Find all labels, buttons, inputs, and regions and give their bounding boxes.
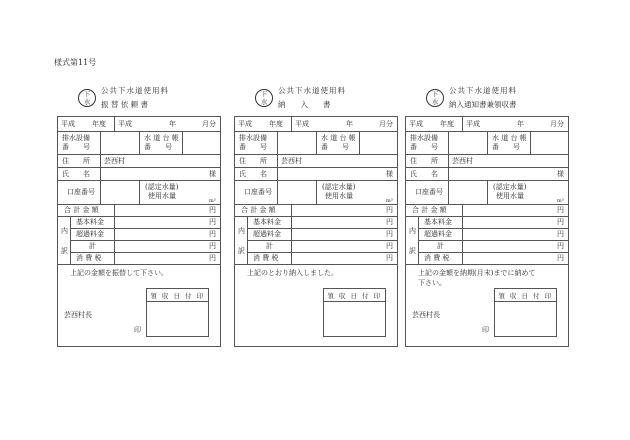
water-ledger-label-2: 番 号 [321,143,349,151]
slip-form-table [234,116,398,347]
consumption-tax-label: 消 費 税 [253,254,279,262]
rule [247,252,397,253]
rule [462,204,463,264]
breakdown-label-top: 内 [238,227,245,235]
yen-total: 円 [557,206,564,214]
notice-text: 上記の金額を振替して下さい。 [70,269,168,277]
rule [418,240,568,241]
rule [418,216,419,264]
cubic-meter-unit: m³ [386,198,393,204]
rule [359,131,360,154]
rule [247,216,248,264]
rule [100,131,101,154]
subtotal-label: 計 [89,242,96,250]
water-ledger-label-2: 番 号 [144,143,172,151]
total-amount-label: 合 計 金 額 [412,206,447,214]
slip-subtitle: 納入通知書兼領収書 [449,100,517,109]
rule [495,301,556,302]
month-portion-label: 月分 [379,120,393,128]
address-label: 住 所 [410,157,438,165]
rule [100,180,101,204]
year-label: 年 [517,120,524,128]
receipt-date-stamp-box [494,288,557,337]
water-ledger-label: 水 道 台 帳 [144,134,179,142]
yen-subtotal: 円 [557,242,564,250]
rule [316,180,317,204]
fiscal-year-label: 年度 [440,120,454,128]
seal-top-char: 下 [260,90,268,98]
slip-subtitle: 納 入 書 [278,100,331,109]
breakdown-label-top: 内 [61,227,68,235]
rule [235,204,397,205]
period-heisei-label: 平成 [238,120,252,128]
basic-fee-label: 基本料金 [76,218,104,226]
account-number-label: 口座番号 [244,188,272,196]
receipt-date-stamp-label: 領 収 日 付 印 [150,292,205,300]
rule [418,252,568,253]
rule [448,180,449,204]
rule [58,167,220,168]
yen-excess: 円 [557,230,564,238]
rule [530,131,531,154]
name-label: 氏 名 [239,170,267,178]
sewer-seal-icon [78,89,96,107]
drain-number-label-2: 番 号 [410,143,438,151]
receipt-date-stamp-label: 領 収 日 付 印 [498,292,553,300]
yen-excess: 円 [386,230,393,238]
cubic-meter-unit: m³ [209,198,216,204]
certified-volume-label: (認定水量) [145,183,179,191]
fiscal-year-label: 年度 [92,120,106,128]
fiscal-year-label: 年度 [269,120,283,128]
honorific-label: 様 [557,170,564,178]
basic-fee-label: 基本料金 [253,218,281,226]
yen-excess: 円 [209,230,216,238]
consumption-tax-label: 消 費 税 [424,254,450,262]
seal-bottom-char: 水 [83,97,91,106]
rule [406,204,568,205]
year-label: 年 [346,120,353,128]
address-value: 芸西村 [104,157,125,165]
address-value: 芸西村 [281,157,302,165]
rule [139,180,140,204]
rule [58,216,220,217]
drain-number-label: 排水設備 [239,134,267,142]
rule [291,204,292,264]
yen-basic: 円 [209,218,216,226]
slip-title: 公共下水道使用料 [101,86,169,95]
excess-fee-label: 超過料金 [253,230,281,238]
year-label: 年 [169,120,176,128]
address-label: 住 所 [62,157,90,165]
drain-number-label: 排水設備 [62,134,90,142]
rule [114,204,115,264]
basic-fee-label: 基本料金 [424,218,452,226]
yen-basic: 円 [386,218,393,226]
slip-form-table [405,116,569,347]
rule [247,240,397,241]
slip-subtitle: 振 替 依 頼 書 [101,100,149,109]
payment-slip-3 [405,77,569,345]
billing-heisei-label: 平成 [118,120,132,128]
rule [406,264,568,265]
certified-volume-label: (認定水量) [493,183,527,191]
rule [487,131,488,154]
receipt-date-stamp-box [323,288,386,337]
rule [114,117,115,131]
rule [235,167,397,168]
mayor-label: 芸西村長 [64,311,92,319]
seal-mark-label: 印 [482,326,489,334]
rule [58,154,220,155]
usage-volume-label: 使用水量 [325,192,353,200]
usage-volume-label: 使用水量 [148,192,176,200]
rule [418,228,568,229]
certified-volume-label: (認定水量) [322,183,356,191]
name-label: 氏 名 [410,170,438,178]
yen-basic: 円 [557,218,564,226]
water-ledger-label: 水 道 台 帳 [492,134,527,142]
yen-total: 円 [209,206,216,214]
drain-number-label-2: 番 号 [62,143,90,151]
consumption-tax-label: 消 費 税 [76,254,102,262]
rule [100,154,101,180]
excess-fee-label: 超過料金 [424,230,452,238]
rule [277,180,278,204]
rule [448,154,449,180]
slip-title: 公共下水道使用料 [278,86,346,95]
rule [406,167,568,168]
seal-bottom-char: 水 [260,97,268,106]
water-ledger-label: 水 道 台 帳 [321,134,356,142]
rule [139,131,140,154]
rule [291,117,292,131]
receipt-date-stamp-label: 領 収 日 付 印 [327,292,382,300]
notice-text: 上記のとおり納入しました。 [247,269,338,277]
subtotal-label: 計 [437,242,444,250]
rule [147,301,208,302]
form-style-number: 様式第11号 [54,58,97,67]
rule [324,301,385,302]
rule [235,264,397,265]
month-portion-label: 月分 [202,120,216,128]
mayor-label: 芸西村長 [412,311,440,319]
seal-top-char: 下 [83,90,91,98]
total-amount-label: 合 計 金 額 [64,206,99,214]
sewer-seal-icon [255,89,273,107]
notice-text-2: 下さい。 [418,279,446,287]
water-ledger-label-2: 番 号 [492,143,520,151]
payment-slip-1 [57,77,221,345]
yen-subtotal: 円 [386,242,393,250]
yen-tax: 円 [209,254,216,262]
rule [247,228,397,229]
name-label: 氏 名 [62,170,90,178]
usage-volume-label: 使用水量 [496,192,524,200]
breakdown-label-bottom: 訳 [238,247,245,255]
billing-heisei-label: 平成 [466,120,480,128]
account-number-label: 口座番号 [415,188,443,196]
yen-tax: 円 [557,254,564,262]
breakdown-label-bottom: 訳 [61,247,68,255]
seal-mark-label: 印 [134,326,141,334]
total-amount-label: 合 計 金 額 [241,206,276,214]
billing-heisei-label: 平成 [295,120,309,128]
breakdown-label-top: 内 [409,227,416,235]
rule [70,252,220,253]
rule [70,228,220,229]
rule [406,154,568,155]
sewer-seal-icon [426,89,444,107]
rule [182,131,183,154]
seal-top-char: 下 [431,90,439,98]
rule [58,204,220,205]
subtotal-label: 計 [266,242,273,250]
yen-tax: 円 [386,254,393,262]
account-number-label: 口座番号 [67,188,95,196]
period-heisei-label: 平成 [61,120,75,128]
yen-subtotal: 円 [209,242,216,250]
slip-title: 公共下水道使用料 [449,86,517,95]
honorific-label: 様 [209,170,216,178]
yen-total: 円 [386,206,393,214]
seal-bottom-char: 水 [431,97,439,106]
breakdown-label-bottom: 訳 [409,247,416,255]
address-label: 住 所 [239,157,267,165]
excess-fee-label: 超過料金 [76,230,104,238]
drain-number-label-2: 番 号 [239,143,267,151]
rule [70,216,71,264]
rule [316,131,317,154]
rule [235,216,397,217]
rule [448,131,449,154]
address-value: 芸西村 [452,157,473,165]
slip-form-table [57,116,221,347]
rule [277,131,278,154]
payment-slip-2 [234,77,398,345]
rule [487,180,488,204]
drain-number-label: 排水設備 [410,134,438,142]
rule [58,264,220,265]
receipt-date-stamp-box [146,288,209,337]
rule [70,240,220,241]
notice-text: 上記の金額を納期(月末)までに納めて [418,269,536,277]
rule [277,154,278,180]
rule [462,117,463,131]
month-portion-label: 月分 [550,120,564,128]
period-heisei-label: 平成 [409,120,423,128]
rule [235,154,397,155]
rule [406,216,568,217]
honorific-label: 様 [386,170,393,178]
cubic-meter-unit: m³ [557,198,564,204]
